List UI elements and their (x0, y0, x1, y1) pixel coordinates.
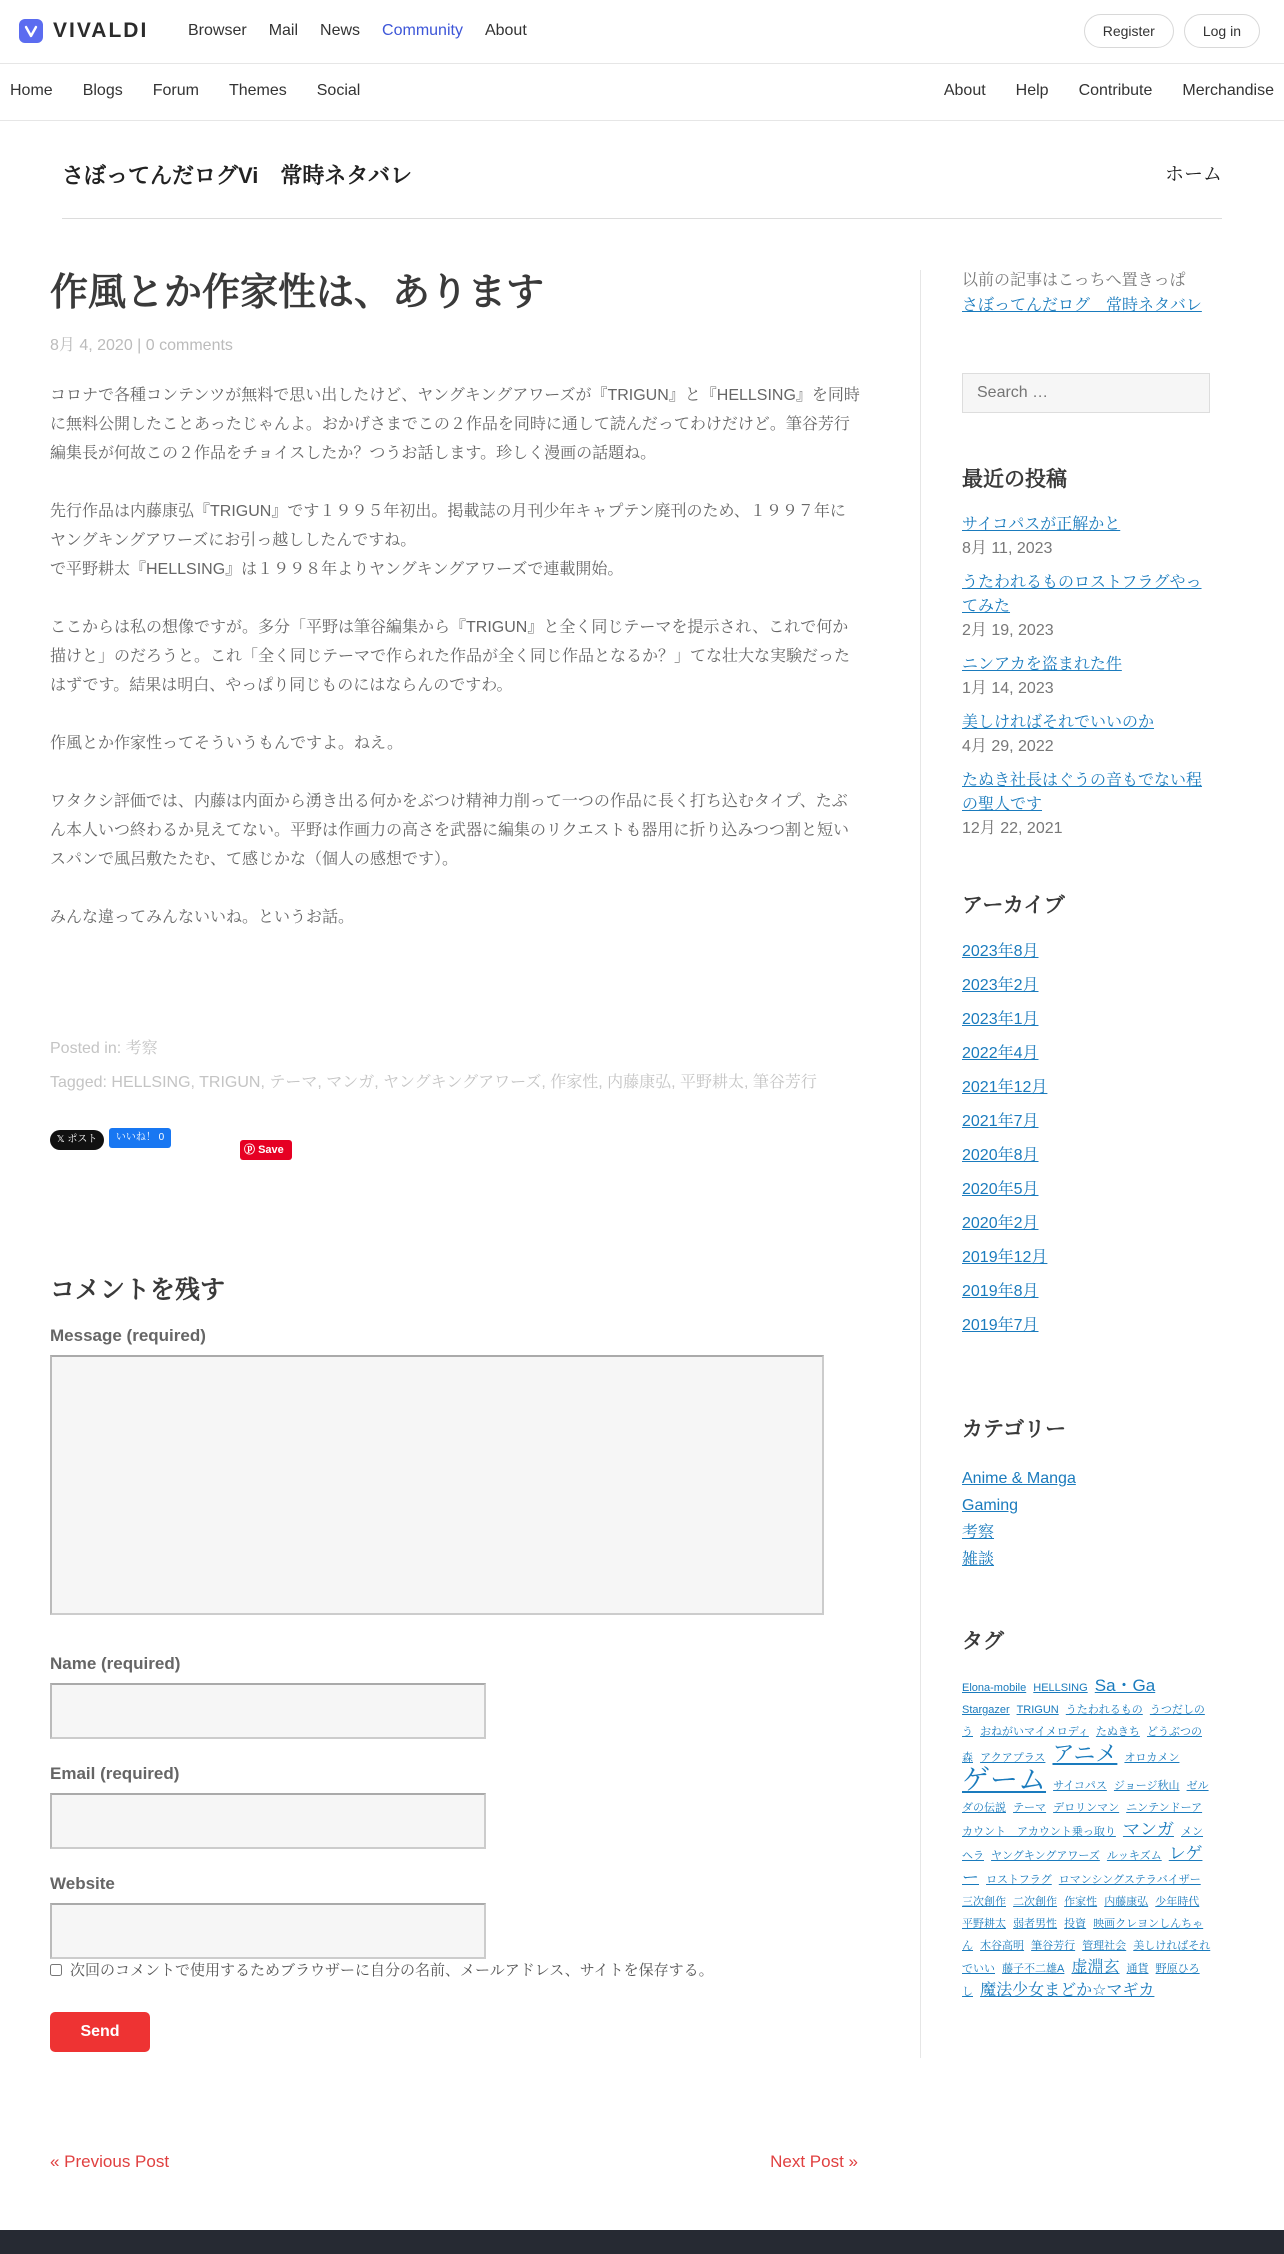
main-column (50, 268, 860, 2040)
recent-post-date: 4月 29, 2022 (962, 738, 1054, 755)
tag-link[interactable]: ロストフラグ (986, 1874, 1052, 1886)
archive-link[interactable]: 2020年2月 (962, 1215, 1039, 1232)
email-input[interactable] (50, 1793, 486, 1849)
tag-link[interactable]: 虚淵玄 (1071, 1959, 1120, 1976)
main-nav (188, 22, 549, 40)
tag-link[interactable]: うつだしのう (962, 1704, 1205, 1738)
tag-link[interactable]: 魔法少女まどか☆マギカ (980, 1982, 1155, 1999)
tag-link[interactable]: アクアプラス (980, 1752, 1046, 1764)
previous-post-link[interactable]: « Previous Post (50, 2152, 170, 2171)
tag-link[interactable]: 投資 (1064, 1918, 1087, 1930)
archive-link[interactable]: 2023年8月 (962, 943, 1039, 960)
comments-link[interactable]: 0 comments (145, 337, 233, 354)
tag-link[interactable]: Elona-mobile (962, 1682, 1027, 1694)
name-label: Name (required) (50, 1654, 181, 1673)
website-label: Website (50, 1874, 115, 1893)
site-footer (0, 2230, 1284, 2254)
old-blog-link[interactable]: さぼってんだログ 常時ネタバレ (962, 297, 1202, 314)
recent-post-date: 8月 11, 2023 (962, 540, 1053, 557)
tagged-list[interactable]: HELLSING, TRIGUN, テーマ, マンガ, ヤングキングアワーズ, 作家性, 内藤康弘, 平野耕太, 筆谷芳行 (111, 1074, 817, 1091)
tag-link[interactable]: 藤子不二雄A (1002, 1963, 1065, 1975)
category-link[interactable]: Anime & Manga (962, 1470, 1076, 1487)
post-paragraph: ここからは私の想像ですが。多分「平野は筆谷編集から『TRIGUN』と全く同じテーマを提示され、これで何か描けと」のだろうと。これ「全く同じテーマで作られた作品が全く同じ作品となるか？」てな壮大な実験だったはずです。結果は明白、やっぱり同じものにはならんのですわ。 (50, 619, 851, 694)
tag-link[interactable]: 美しければそれでいい (962, 1940, 1211, 1975)
recent-post-date: 1月 14, 2023 (962, 680, 1054, 697)
tag-link[interactable]: ヤングキングアワーズ (991, 1850, 1100, 1862)
posted-in (50, 1032, 817, 1066)
archive-link[interactable]: 2020年8月 (962, 1147, 1039, 1164)
post-paragraph: みんな違ってみんないいね。というお話。 (50, 909, 355, 926)
save-info-row (50, 1959, 860, 1980)
tag-link[interactable]: 平野耕太 (962, 1918, 1006, 1930)
tag-link[interactable]: うたわれるもの (1065, 1704, 1143, 1716)
pinterest-save-button[interactable] (240, 1140, 292, 1160)
recent-post-link[interactable]: うたわれるものロストフラグやってみた (962, 574, 1202, 615)
category-heading: カテゴリー (962, 1418, 1067, 1441)
blog-home-link[interactable]: ホーム (1164, 164, 1222, 185)
archive-link[interactable]: 2019年12月 (962, 1249, 1048, 1266)
archive-link[interactable]: 2023年1月 (962, 1011, 1039, 1028)
register-button[interactable]: Register (1084, 14, 1174, 48)
recent-post-date: 12月 22, 2021 (962, 820, 1063, 837)
meta-separator: | (132, 337, 146, 354)
next-post-link[interactable]: Next Post » (770, 2152, 858, 2171)
nav-about[interactable]: About (484, 22, 527, 39)
tag-cloud (962, 1675, 1212, 2003)
subnav-merchandise[interactable]: Merchandise (1182, 82, 1274, 99)
tag-heading: タグ (962, 1630, 1004, 1653)
tag-link[interactable]: 弱者男性 (1013, 1918, 1058, 1930)
tag-link[interactable]: 筆谷芳行 (1031, 1940, 1076, 1952)
recent-post-item (962, 571, 1212, 643)
comment-heading: コメントを残す (50, 1276, 226, 1304)
tag-link[interactable]: 木谷高明 (980, 1940, 1025, 1952)
subnav-contribute[interactable]: Contribute (1078, 82, 1153, 99)
save-info-checkbox[interactable] (50, 1964, 62, 1976)
post-footer (50, 1032, 817, 1100)
tag-link[interactable]: テーマ (1013, 1802, 1047, 1814)
subnav-about[interactable]: About (943, 82, 986, 99)
blog-header (62, 121, 1222, 219)
tag-link[interactable]: サイコパス (1053, 1780, 1107, 1792)
archive-heading: アーカイブ (962, 894, 1065, 917)
subnav-home[interactable]: Home (10, 82, 53, 99)
subnav-blogs[interactable]: Blogs (82, 82, 123, 99)
subnav-social[interactable]: Social (316, 82, 361, 99)
tag-link[interactable]: TRIGUN (1016, 1704, 1059, 1716)
tag-link[interactable]: メンヘラ (962, 1826, 1204, 1862)
tag-link[interactable]: デロリンマン (1053, 1802, 1120, 1814)
archive-link[interactable]: 2021年7月 (962, 1113, 1039, 1130)
tag-link[interactable]: オロカメン (1124, 1752, 1180, 1764)
x-post-button[interactable]: 𝕏 ポスト (50, 1130, 104, 1150)
subnav-help[interactable]: Help (1015, 82, 1049, 99)
post-body (50, 381, 860, 932)
subnav-themes[interactable]: Themes (228, 82, 287, 99)
tag-link[interactable]: HELLSING (1033, 1682, 1088, 1694)
subnav-right (914, 82, 1274, 100)
tag-link[interactable]: 三次創作 (962, 1896, 1006, 1908)
send-button[interactable]: Send (50, 2012, 150, 2052)
tag-link[interactable]: ゲーム (962, 1764, 1047, 1795)
tag-link[interactable]: 内藤康弘 (1104, 1896, 1149, 1908)
recent-post-item (962, 711, 1212, 759)
tag-link[interactable]: どうぶつの森 (962, 1726, 1202, 1764)
tagged (50, 1066, 817, 1100)
recent-post-link[interactable]: 美しければそれでいいのか (962, 714, 1155, 731)
tag-link[interactable]: ルッキズム (1106, 1850, 1162, 1862)
tag-link[interactable]: Sa・Ga (1094, 1676, 1156, 1695)
sidebar (962, 268, 1212, 2003)
recent-posts-list (962, 513, 1212, 841)
tag-link[interactable]: ロマンシングステラバイザー (1058, 1874, 1201, 1886)
subnav-forum[interactable]: Forum (152, 82, 199, 99)
post-meta (50, 332, 860, 355)
archive-link[interactable]: 2022年4月 (962, 1045, 1039, 1062)
login-button[interactable]: Log in (1184, 14, 1260, 48)
tag-link[interactable]: レゲー (962, 1844, 1203, 1887)
recent-post-item (962, 769, 1212, 841)
archive-list (962, 935, 1212, 1343)
archive-link[interactable]: 2020年5月 (962, 1181, 1039, 1198)
tag-link[interactable]: Stargazer (962, 1704, 1010, 1716)
vivaldi-logo-text: VIVALDI (53, 19, 149, 42)
tag-link[interactable]: 作家性 (1064, 1896, 1098, 1908)
vivaldi-logo-icon (19, 19, 43, 43)
facebook-like-button[interactable]: いいね！ 0 (109, 1128, 171, 1148)
tagged-label: Tagged: (50, 1074, 112, 1091)
tag-link[interactable]: 管理社会 (1082, 1940, 1127, 1952)
recent-post-link[interactable]: ニンアカを盗まれた件 (962, 656, 1122, 673)
tag-link[interactable]: ジョージ秋山 (1113, 1780, 1180, 1792)
name-input[interactable] (50, 1683, 486, 1739)
tag-link[interactable]: たぬきち (1095, 1726, 1140, 1738)
auth-buttons (1084, 14, 1260, 48)
category-list (962, 1465, 1212, 1573)
tag-link[interactable]: ニンテンドーアカウント アカウント乗っ取り (962, 1802, 1203, 1838)
post-paragraph: 先行作品は内藤康弘『TRIGUN』です１９９５年初出。掲載誌の月刊少年キャプテン廃刊のため、１９９７年にヤングキングアワーズにお引っ越ししたんですね。 で平野耕太『HELLSING』は１９９８年よりヤングキングアワーズで連載開始。 (50, 503, 846, 578)
tag-link[interactable]: 映画クレヨンしんちゃん (962, 1918, 1204, 1952)
subnav-left (10, 82, 390, 100)
recent-posts-heading: 最近の投稿 (962, 468, 1067, 491)
archive-link[interactable]: 2021年12月 (962, 1079, 1048, 1096)
post-paragraph: 作風とか作家性ってそういうもんですよ。ねえ。 (50, 735, 403, 752)
sidebar-divider (920, 270, 921, 2058)
nav-community[interactable]: Community (382, 22, 463, 39)
recent-post-item (962, 653, 1212, 701)
website-input[interactable] (50, 1903, 486, 1959)
post-title: 作風とか作家性は、あります (50, 272, 545, 314)
archive-link[interactable]: 2019年8月 (962, 1283, 1039, 1300)
tag-link[interactable]: 少年時代 (1155, 1896, 1200, 1908)
posted-in-category[interactable]: 考察 (125, 1040, 158, 1057)
message-label: Message (required) (50, 1326, 206, 1345)
post-paragraph: コロナで各種コンテンツが無料で思い出したけど、ヤングキングアワーズが『TRIGUN』と『HELLSING』を同時に無料公開したことあったじゃんよ。おかげさまでこの２作品を同時に通して読んだってわけだけど。筆谷芳行編集長が何故この２作品をチョイスしたか？つうお話します。珍しく漫画の話題ね。 (50, 387, 860, 462)
post-paragraph: ワタクシ評価では、内藤は内面から湧き出る何かをぶつけ精神力削って一つの作品に長く打ち込むタイプ、たぶん本人いつ終わるか見えてない。平野は作画力の高さを武器に編集のリクエストも器用に折り込みつつ割と短いスパンで風呂敷たたむ、て感じかな（個人の感想です）。 (50, 793, 850, 868)
nav-news[interactable]: News (320, 22, 361, 39)
save-info-label: 次回のコメントで使用するためブラウザーに自分の名前、メールアドレス、サイトを保存する。 (70, 1962, 714, 1979)
recent-post-link[interactable]: たぬき社長はぐうの音もでない程の聖人です (962, 772, 1203, 813)
search-input[interactable] (962, 373, 1210, 413)
email-label: Email (required) (50, 1764, 180, 1783)
tag-link[interactable]: 野原ひろし (962, 1963, 1200, 1998)
message-textarea[interactable] (50, 1355, 824, 1615)
tag-link[interactable]: 二次創作 (1013, 1896, 1058, 1908)
pinterest-save-label: Save (258, 1144, 284, 1156)
pinterest-icon: ⓟ (244, 1144, 259, 1156)
recent-post-date: 2月 19, 2023 (962, 622, 1054, 639)
posted-in-label: Posted in: (50, 1040, 126, 1057)
vivaldi-logo[interactable] (19, 19, 148, 43)
recent-post-item (962, 513, 1212, 561)
category-link[interactable]: 考察 (962, 1524, 995, 1541)
nav-browser[interactable]: Browser (188, 22, 247, 39)
tag-link[interactable]: アニメ (1052, 1741, 1118, 1766)
archive-link[interactable]: 2019年7月 (962, 1317, 1039, 1334)
social-share (50, 1128, 350, 1158)
category-link[interactable]: 雑談 (962, 1551, 995, 1568)
recent-post-link[interactable]: サイコパスが正解かと (962, 516, 1121, 533)
tag-link[interactable]: 通貨 (1126, 1963, 1149, 1975)
tag-link[interactable]: おねがいマイメロディ (980, 1726, 1089, 1738)
tag-link[interactable]: ゼルダの伝説 (962, 1780, 1209, 1814)
top-bar (0, 0, 1284, 64)
community-subnav (0, 64, 1284, 121)
category-link[interactable]: Gaming (962, 1497, 1019, 1514)
nav-mail[interactable]: Mail (268, 22, 299, 39)
archive-link[interactable]: 2023年2月 (962, 977, 1039, 994)
tag-link[interactable]: マンガ (1122, 1820, 1174, 1839)
post-date: 8月 4, 2020 (50, 337, 133, 354)
sidebar-intro: 以前の記事はこっちへ置きっぱ (962, 272, 1186, 289)
blog-title[interactable]: さぼってんだログVi 常時ネタバレ (62, 163, 413, 188)
comment-form (50, 1270, 860, 2052)
